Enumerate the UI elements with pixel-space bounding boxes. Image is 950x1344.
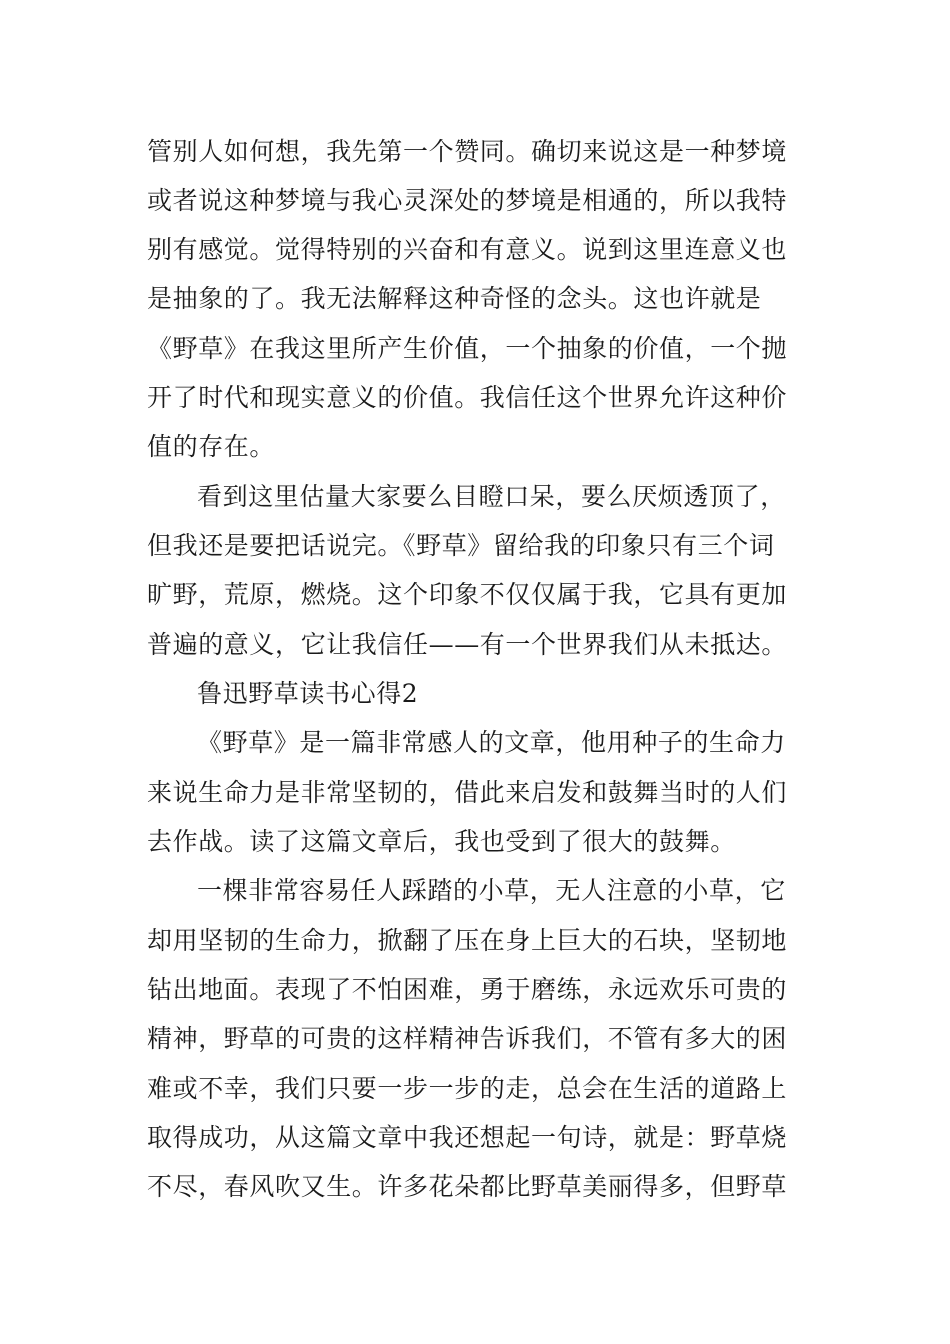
- paragraph-line: 《野草》在我这里所产生价值，一个抽象的价值，一个抛: [147, 334, 788, 363]
- paragraph-line: 但我还是要把话说完。《野草》留给我的印象只有三个词: [147, 531, 775, 560]
- paragraph-line: 难或不幸，我们只要一步一步的走，总会在生活的道路上: [147, 1074, 788, 1103]
- paragraph-line: 普遍的意义，它让我信任——有一个世界我们从未抵达。: [147, 630, 788, 659]
- paragraph-line: 却用坚韧的生命力，掀翻了压在身上巨大的石块，坚韧地: [147, 926, 788, 955]
- section-heading: 鲁迅野草读书心得2: [197, 679, 419, 708]
- paragraph-line: 取得成功，从这篇文章中我还想起一句诗，就是：野草烧: [147, 1123, 788, 1152]
- paragraph-line: 是抽象的了。我无法解释这种奇怪的念头。这也许就是: [147, 284, 762, 313]
- paragraph-line: 一棵非常容易任人踩踏的小草，无人注意的小草，它: [197, 876, 786, 905]
- paragraph-line: 《野草》是一篇非常感人的文章，他用种子的生命力: [197, 728, 786, 757]
- paragraph-line: 钻出地面。表现了不怕困难，勇于磨练，永远欢乐可贵的: [147, 975, 788, 1004]
- paragraph-line: 别有感觉。觉得特别的兴奋和有意义。说到这里连意义也: [147, 235, 788, 264]
- paragraph-line: 来说生命力是非常坚韧的，借此来启发和鼓舞当时的人们: [147, 778, 788, 807]
- paragraph-line: 旷野，荒原，燃烧。这个印象不仅仅属于我，它具有更加: [147, 580, 788, 609]
- paragraph-line: 去作战。读了这篇文章后，我也受到了很大的鼓舞。: [147, 827, 736, 856]
- paragraph-line: 看到这里估量大家要么目瞪口呆，要么厌烦透顶了，: [197, 482, 786, 511]
- paragraph-line: 开了时代和现实意义的价值。我信任这个世界允许这种价: [147, 383, 788, 412]
- paragraph-line: 精神，野草的可贵的这样精神告诉我们，不管有多大的困: [147, 1024, 788, 1053]
- paragraph-line: 值的存在。: [147, 432, 276, 461]
- paragraph-line: 不尽，春风吹又生。许多花朵都比野草美丽得多，但野草: [147, 1172, 788, 1201]
- paragraph-line: 管别人如何想，我先第一个赞同。确切来说这是一种梦境: [147, 137, 788, 166]
- paragraph-line: 或者说这种梦境与我心灵深处的梦境是相通的，所以我特: [147, 186, 788, 215]
